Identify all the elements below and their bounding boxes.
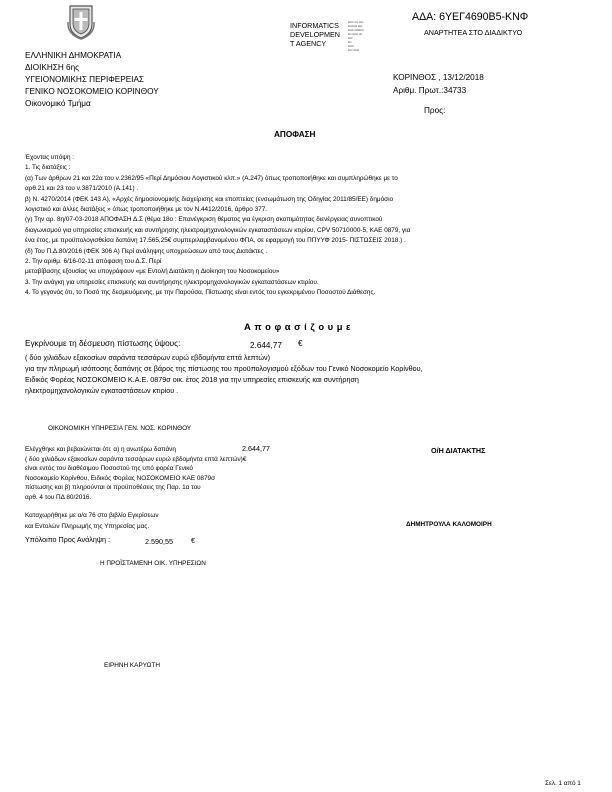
place-date: ΚΟΡΙΝΘΟΣ , 13/12/2018 — [393, 73, 484, 82]
decision-heading: Α π ο φ α σ ί ζ ο υ μ ε — [244, 321, 351, 332]
amount-in-words: ( δύο χιλιάδων εξακοσίων σαράντα τεσσάρων ευρώ εβδομήντα επτά λεπτών) — [25, 353, 270, 362]
post-online-note: ΑΝΑΡΤΗΤΕΑ ΣΤΟ ΔΙΑΔΙΚΤΥΟ — [424, 28, 523, 37]
considerations-intro: Έχοντας υπόψη : — [25, 154, 75, 161]
consideration-text: (γ) Την αρ. 8η/07-03-2018 ΑΠΟΦΑΣΗ Δ.Σ (θέμα 18ο : Επανέγκριση θέματος για έγκριση σκοπιμότητας διενέργειας συνοπτικού — [25, 216, 383, 224]
signatory-role: Ο/Η ΔΙΑΤΑΚΤΗΣ — [431, 446, 486, 455]
service-heading: ΟΙΚΟΝΟΜΙΚΗ ΥΠΗΡΕΣΙΑ ΓΕΝ. ΝΟΣ. ΚΟΡΙΝΘΟΥ — [48, 425, 192, 432]
balance-amount: 2.590,55 — [145, 537, 173, 546]
ada-code: ΑΔΑ: 6ΥΕΓ4690Β5-ΚΝΦ — [412, 11, 529, 23]
approval-label: Εγκρίνουμε τη δέσμευση πίστωσης ύψους: — [25, 339, 181, 348]
consideration-item: 4. Το γεγονός ότι, το Ποσό της δεσμευόμενης, με την Παρούσα, Πίστωσης είναι εντός του εγκεκριμένου Ποσοστού Διάθεσης. — [25, 289, 376, 297]
service-text: Νοσοκομείο Κορίνθου, Ειδικός Φορέας ΝΟΣΟΚΟΜΕΙΟ ΚΑΕ 0879σ — [25, 474, 216, 482]
consideration-text: (α) Των άρθρων 21 και 22α του ν.2362/95 «Περί Δημόσιου Λογιστικού κλπ.» (Α.247) όπως τροποποιήθηκε και συμπληρώθηκε με το — [25, 174, 398, 182]
consideration-text: λογιστικό και άλλες διατάξεις » όπως τροποποιήθηκε με τον Ν.4412/2016, άρθρο 377. — [25, 206, 268, 214]
record-line: Καταχωρήθηκε με α/α 76 στο βιβλίο Εγκρίσεων — [25, 512, 159, 519]
balance-label: Υπόλοιπο Προς Ανάληψη : — [25, 535, 111, 544]
service-check-text — [25, 455, 246, 502]
decision-purpose: ηλεκτρομηχανολογικών εγκαταστάσεων κτιρίου . — [25, 386, 179, 395]
decision-text — [25, 352, 423, 396]
agency-line: INFORMATICS — [290, 21, 339, 30]
record-line: και Εντολών Πληρωμής της Υπηρεσίας μας. — [25, 522, 150, 530]
org-line: ΓΕΝΙΚΟ ΝΟΣΟΚΟΜΕΙΟ ΚΟΡΙΝΘΟΥ — [25, 87, 159, 96]
decision-purpose: Ειδικός Φορέας ΝΟΣΟΚΟΜΕΙΟ Κ.Α.Ε. 0879σ οικ. έτος 2018 για την υπηρεσίες επισκευής και συντήρηση — [25, 375, 359, 384]
service-text: πίστωσης και β) πληρούνται οι προϋποθέσεις της Παρ. 1α του — [25, 484, 201, 492]
record-text — [25, 511, 159, 532]
head-of-service-title: Η ΠΡΟΪΣΤΑΜΕΝΗ ΟΙΚ. ΥΠΗΡΕΣΙΩΝ — [100, 560, 206, 567]
head-of-service-name: ΕΙΡΗΝΗ ΚΑΡΥΩΤΗ — [104, 662, 160, 669]
service-text: αρθ. 4 του ΠΔ 80/2016. — [25, 493, 92, 501]
document-title: ΑΠΟΦΑΣΗ — [274, 130, 316, 139]
organization-block — [25, 50, 159, 110]
checked-amount-words: ( δύο χιλιάδων εξακοσίων σαράντα τεσσάρων ευρώ εβδομήντα επτά λεπτών)€ — [25, 456, 247, 463]
org-line: ΔΙΟΙΚΗΣΗ 6ης — [25, 63, 80, 72]
consideration-text: β) Ν. 4270/2014 (ΦΕΚ 143 Α), «Αρχές δημοσιονομικής διαχείρισης και εποπτείας (ενσωμάτωση της Οδηγίας 2011/85/ΕΕ) δημόσιο — [25, 195, 394, 203]
consideration-item: 3. Την ανάγκη για υπηρεσίες επισκευής και συντήρησης ηλεκτρομηχανολογικών εγκαταστάσεων κτιρίου. — [25, 278, 319, 286]
consideration-item: 2. Την αριθμ. 6/16-02-11 απόφαση του Δ.Σ. Περί — [25, 258, 162, 266]
greek-emblem-icon — [66, 4, 96, 40]
consideration-item: 1. Τις διατάξεις : — [25, 164, 71, 172]
checked-amount: 2.644,77 — [242, 444, 270, 453]
org-line: ΕΛΛΗΝΙΚΗ ΔΗΜΟΚΡΑΤΙΑ — [25, 51, 122, 60]
considerations-section — [25, 153, 410, 299]
signatory-name: ΔΗΜΗΤΡΟΥΛΑ ΚΑΛΟΜΟΙΡΗ — [406, 521, 492, 528]
approved-amount: 2.644,77 — [250, 341, 282, 350]
decision-purpose: για την πληρωμή ισόποσης δαπάνης σε βάρος της πίστωσης του προϋπολογισμού εξόδων του Γενικό Νοσοκομείο Κορίνθου, — [25, 364, 423, 373]
service-text: είναι εντός του διαθέσιμου Ποσοστού της υπό φορέα Γενικό — [25, 465, 193, 473]
agency-line: DEVELOPMEN — [290, 30, 340, 39]
org-line: ΥΓΕΙΟΝΟΜΙΚΗΣ ΠΕΡΙΦΕΡΕΙΑΣ — [25, 75, 144, 84]
org-line: Οικονομικό Τμήμα — [25, 99, 91, 108]
recipient-label: Προς: — [424, 106, 446, 115]
consideration-text: μεταβίβασης εξουσίας να υπογράφουν «με Εντολή Διατάκτη η Διοίκηση του Νοσοκομείου» — [25, 268, 280, 276]
digital-signature-stamp: ▪▪▪▪▪ ▪▪▪ ▪▪▪▪ ▪▪▪▪▪▪▪▪ ▪▪▪▪ ▪▪▪▪▪ ▪▪▪▪▪▪▪▪ ▪▪▪ ▪▪▪▪▪ ▪▪▪ ▪▪▪▪ ▪▪▪ ▪▪▪▪▪ ▪▪▪▪ ▪▪▪▪▪ — [348, 20, 364, 52]
protocol-number: Αριθμ. Πρωτ.:34733 — [393, 86, 467, 95]
checked-label: Ελέγχθηκε και βεβαιώνεται ότι: α) η ανωτέρω δαπάνη — [25, 446, 176, 453]
agency-line: T AGENCY — [290, 39, 327, 48]
page-number: Σελ. 1 από 1 — [545, 780, 581, 787]
consideration-text: (δ) Του Π.Δ.80/2016 (ΦΕΚ 306 Α) Περί ανάληψης υποχρεώσεων από τους Διατάκτες . — [25, 247, 268, 255]
consideration-text: ένα έτος, με προϋπολογισθείσα δαπάνη 17.565,25€ συμπεριλαμβανομένου ΦΠΑ, σε εφαρμογή του ΠΠΥΥΦ 2015- ΠΙΣΤΩΣΕΙΣ 2018.) . — [25, 237, 406, 245]
consideration-text: διαγωνισμού για υπηρεσίες επισκευής και συντήρησης ηλεκτρομηχανολογικών εγκαταστάσεων κτιρίου, CPV 50710000-5, ΚΑΕ 0879, για — [25, 226, 411, 234]
consideration-text: αρθ.21 και 23 του ν.3871/2010 (Α.141) . — [25, 185, 139, 193]
agency-name — [290, 21, 340, 48]
currency-symbol: € — [298, 339, 303, 348]
balance-currency: € — [191, 536, 195, 545]
